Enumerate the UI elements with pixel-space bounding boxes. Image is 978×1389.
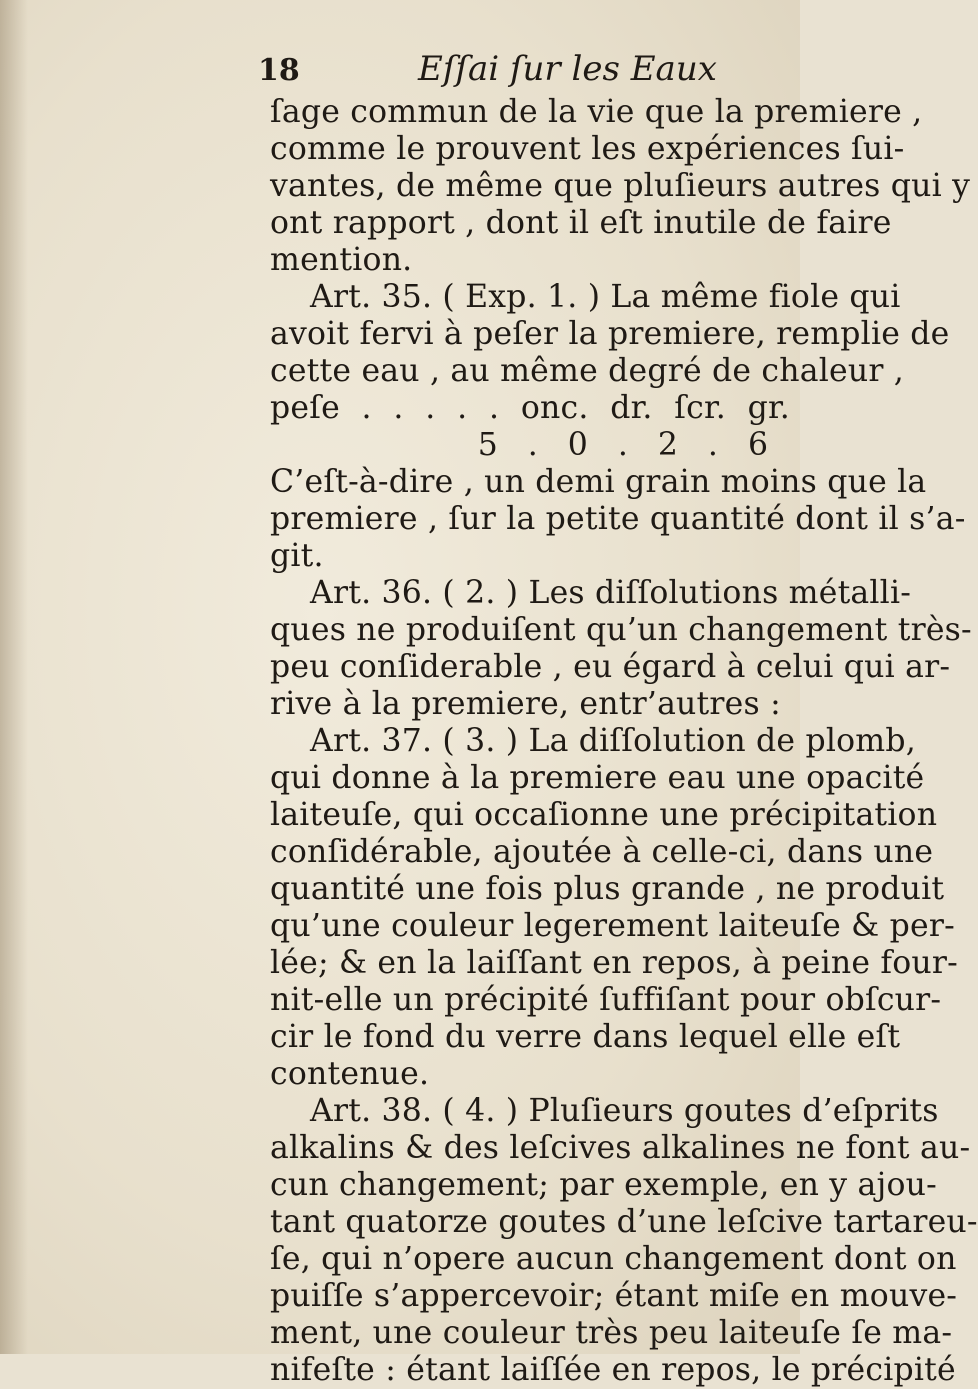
text-line: ſage commun de la vie que la premiere , <box>270 94 923 130</box>
text-line: avoit fervi à peſer la premiere, remplie de <box>270 316 950 352</box>
text-line: cir le fond du verre dans lequel elle eſt <box>270 1019 901 1055</box>
article-heading-line: Art. 37. ( 3. ) La diſſolution de plomb, <box>310 723 916 759</box>
text-line: alkalins & des leſcives alkalines ne font au- <box>270 1130 971 1166</box>
text-line: ment, une couleur très peu laiteuſe ſe ma- <box>270 1315 953 1351</box>
running-title: Eſſai ſur les Eaux <box>418 49 717 89</box>
article-heading-line: Art. 35. ( Exp. 1. ) La même fiole qui <box>310 279 901 315</box>
article-heading-line: Art. 36. ( 2. ) Les diſſolutions métalli- <box>310 575 912 611</box>
article-heading-line: Art. 38. ( 4. ) Pluſieurs goutes d’eſprits <box>310 1093 939 1129</box>
page-number: 18 <box>258 53 300 88</box>
text-line: ques ne produiſent qu’un changement très- <box>270 612 972 648</box>
text-line: lée; & en la laiſſant en repos, à peine four- <box>270 945 959 981</box>
text-line: ont rapport , dont il eſt inutile de faire <box>270 205 892 241</box>
text-line: comme le prouvent les expériences ſui- <box>270 131 905 167</box>
text-line: qu’une couleur legerement laiteuſe & per- <box>270 908 955 944</box>
page-gutter-shadow <box>0 0 28 1354</box>
weight-values-line: 5 . 0 . 2 . 6 <box>477 427 778 463</box>
text-line: puiſſe s’appercevoir; étant miſe en mouve- <box>270 1278 958 1314</box>
text-line: qui donne à la premiere eau une opacité <box>270 760 925 796</box>
text-line: nit-elle un précipité ſuffiſant pour obſcur- <box>270 982 942 1018</box>
text-line: cun changement; par exemple, en y ajou- <box>270 1167 937 1203</box>
text-line: C’eſt-à-dire , un demi grain moins que la <box>270 464 927 500</box>
text-line: git. <box>270 538 324 574</box>
text-line: contenue. <box>270 1056 430 1092</box>
body-text <box>270 94 978 1389</box>
weight-units-line: peſe . . . . . onc. dr. ſcr. gr. <box>270 390 790 426</box>
text-line: quantité une fois plus grande , ne produit <box>270 871 945 907</box>
text-line: nifeſte : étant laiſſée en repos, le précipité <box>270 1352 956 1388</box>
text-line: mention. <box>270 242 413 278</box>
text-line: peu conſiderable , eu égard à celui qui ar- <box>270 649 951 685</box>
text-line: vantes, de même que pluſieurs autres qui y <box>270 168 971 204</box>
text-line: tant quatorze goutes d’une leſcive tartareu- <box>270 1204 978 1240</box>
text-line: laiteuſe, qui occaſionne une précipitation <box>270 797 938 833</box>
text-line: premiere , ſur la petite quantité dont il s’a- <box>270 501 966 537</box>
text-line: cette eau , au même degré de chaleur , <box>270 353 905 389</box>
text-line: rive à la premiere, entr’autres : <box>270 686 781 722</box>
text-line: ſe, qui n’opere aucun changement dont on <box>270 1241 957 1277</box>
text-line: conſidérable, ajoutée à celle-ci, dans une <box>270 834 934 870</box>
